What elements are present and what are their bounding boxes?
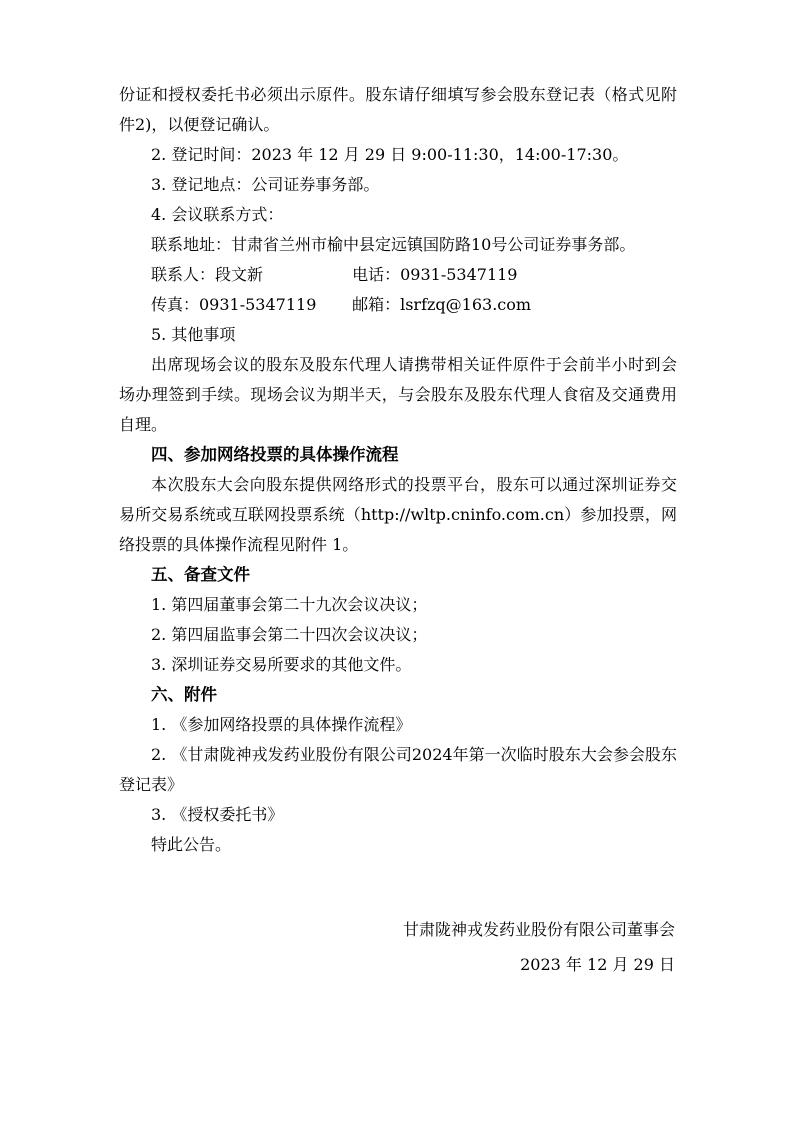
contact-row: [119, 290, 677, 320]
contact-address: 联系地址：甘肃省兰州市榆中县定远镇国防路10号公司证券事务部。: [151, 235, 636, 254]
closing-statement: 特此公告。: [151, 835, 232, 854]
other-matters-heading: 5. 其他事项: [151, 325, 236, 344]
section-4-heading: 四、参加网络投票的具体操作流程: [151, 445, 399, 464]
attachment-item: 2. 《甘肃陇神戎发药业股份有限公司2024年第一次临时股东大会参会股东登记表》: [119, 745, 677, 794]
document-body: [119, 80, 677, 860]
continuation-paragraph: 份证和授权委托书必须出示原件。股东请仔细填写参会股东登记表（格式见附件2)，以便登记确认。: [119, 85, 677, 134]
inspection-doc-item: 2. 第四届监事会第二十四次会议决议；: [151, 625, 428, 644]
signature-block: [403, 912, 675, 982]
contact-email: 邮箱：lsrfzq@163.com: [352, 295, 532, 314]
section-6-heading: 六、附件: [151, 685, 217, 704]
contact-method-heading: 4. 会议联系方式：: [151, 205, 284, 224]
attachment-item: 3. 《授权委托书》: [151, 805, 284, 824]
attachment-item: 1. 《参加网络投票的具体操作流程》: [151, 715, 412, 734]
contact-phone: 电话：0931-5347119: [352, 265, 518, 284]
registration-place: 3. 登记地点：公司证券事务部。: [151, 175, 380, 194]
signature-company: 甘肃陇神戎发药业股份有限公司董事会: [402, 920, 675, 939]
network-voting-paragraph: 本次股东大会向股东提供网络形式的投票平台，股东可以通过深圳证券交易所交易系统或互联网投票系统（http://wltp.cninfo.com.cn）参加投票，网络投票的具体操作流程见附件 1。: [119, 475, 677, 554]
contact-person: 联系人：段文新: [151, 265, 264, 284]
inspection-doc-item: 1. 第四届董事会第二十九次会议决议；: [151, 595, 428, 614]
contact-row: [119, 260, 677, 290]
registration-time: 2. 登记时间：2023 年 12 月 29 日 9:00-11:30，14:00-17:30。: [151, 145, 629, 164]
inspection-doc-item: 3. 深圳证券交易所要求的其他文件。: [151, 655, 412, 674]
signature-date: 2023 年 12 月 29 日: [520, 955, 675, 974]
section-5-heading: 五、备查文件: [151, 565, 250, 584]
other-matters-paragraph: 出席现场会议的股东及股东代理人请携带相关证件原件于会前半小时到会场办理签到手续。现场会议为期半天，与会股东及股东代理人食宿及交通费用自理。: [119, 355, 677, 434]
contact-fax: 传真：0931-5347119: [151, 295, 317, 314]
